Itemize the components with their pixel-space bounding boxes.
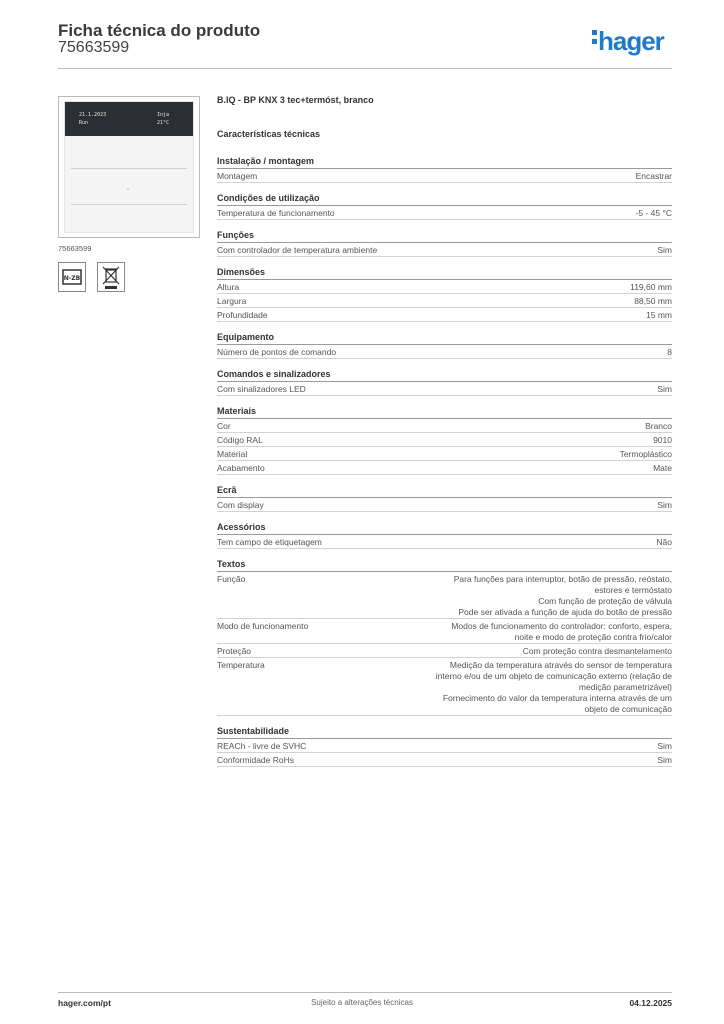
spec-label: Modo de funcionamento <box>217 621 309 631</box>
spec-value-line: 9010 <box>653 435 672 445</box>
spec-value-line: Mate <box>653 463 672 473</box>
spec-value <box>417 296 672 307</box>
spec-label: Temperatura <box>217 660 265 670</box>
spec-value-line: Sim <box>657 755 672 765</box>
spec-row <box>217 535 672 549</box>
spec-value-line: medição parametrizável) <box>578 682 672 692</box>
spec-label: Proteção <box>217 646 252 656</box>
device-led-icon <box>127 188 129 190</box>
display-text-right: Inja <box>157 112 170 118</box>
spec-label: Com controlador de temperatura ambiente <box>217 245 378 255</box>
spec-value <box>417 245 672 256</box>
display-text-left-2: Run <box>79 120 89 126</box>
spec-value-line: Não <box>656 537 672 547</box>
spec-label: REACh - livre de SVHC <box>217 741 307 751</box>
section-heading: Sustentabilidade <box>217 725 672 739</box>
section-heading: Ecrã <box>217 484 672 498</box>
spec-value <box>417 463 672 474</box>
spec-value-line: Sim <box>657 500 672 510</box>
spec-section <box>217 521 672 549</box>
spec-row <box>217 447 672 461</box>
spec-value <box>417 347 672 358</box>
spec-value <box>417 208 672 219</box>
spec-row <box>217 382 672 396</box>
spec-row <box>217 739 672 753</box>
spec-section <box>217 405 672 475</box>
hager-logo: hager <box>592 27 664 55</box>
spec-label: Profundidade <box>217 310 268 320</box>
spec-value <box>417 500 672 511</box>
spec-label: Tem campo de etiquetagem <box>217 537 322 547</box>
spec-value-line: interno e/ou de um objeto de comunicação externo (relação de <box>435 671 672 681</box>
section-heading: Funções <box>217 229 672 243</box>
spec-section <box>217 558 672 716</box>
section-heading: Textos <box>217 558 672 572</box>
spec-value-line: Com função de proteção de válvula <box>538 596 672 606</box>
spec-row <box>217 169 672 183</box>
spec-value-line: Pode ser ativada a função de ajuda do botão de pressão <box>458 607 672 617</box>
footer-divider <box>58 992 672 993</box>
spec-label: Conformidade RoHs <box>217 755 295 765</box>
spec-value-line: Com proteção contra desmantelamento <box>522 646 672 656</box>
product-name: B.IQ - BP KNX 3 tec+termóst, branco <box>217 95 374 105</box>
spec-label: Altura <box>217 282 240 292</box>
section-heading: Instalação / montagem <box>217 155 672 169</box>
spec-label: Código RAL <box>217 435 263 445</box>
spec-section <box>217 192 672 220</box>
spec-value <box>417 621 672 643</box>
section-heading: Materiais <box>217 405 672 419</box>
product-code-caption: 75663599 <box>58 244 92 253</box>
spec-label: Com display <box>217 500 264 510</box>
spec-section <box>217 484 672 512</box>
spec-value-line: Sim <box>657 245 672 255</box>
device-illustration <box>64 101 194 233</box>
spec-content <box>217 95 672 776</box>
spec-row <box>217 644 672 658</box>
spec-row <box>217 308 672 322</box>
spec-value <box>417 537 672 548</box>
section-heading: Dimensões <box>217 266 672 280</box>
footer-date: 04.12.2025 <box>629 998 672 1008</box>
spec-row <box>217 498 672 512</box>
spec-value <box>417 282 672 293</box>
header-divider <box>58 68 672 69</box>
spec-label: Cor <box>217 421 231 431</box>
spec-row <box>217 619 672 644</box>
spec-value <box>417 449 672 460</box>
spec-value-line: noite e modo de proteção contra frio/calor <box>514 632 672 642</box>
product-number: 75663599 <box>58 39 130 56</box>
spec-row <box>217 345 672 359</box>
spec-value-line: 88,50 mm <box>634 296 672 306</box>
spec-label: Acabamento <box>217 463 265 473</box>
spec-value-line: estores e termóstato <box>594 585 672 595</box>
section-heading: Equipamento <box>217 331 672 345</box>
spec-value-line: Branco <box>645 421 672 431</box>
spec-value-line: Encastrar <box>635 171 672 181</box>
spec-section <box>217 155 672 183</box>
spec-label: Temperatura de funcionamento <box>217 208 335 218</box>
spec-value-line: 119,60 mm <box>630 282 672 292</box>
logo-colon-icon <box>592 27 598 48</box>
display-text-left: 21.1.2023 <box>79 112 107 118</box>
spec-value <box>417 660 672 715</box>
knx-badge-icon <box>58 262 86 292</box>
spec-value <box>417 741 672 752</box>
spec-section <box>217 368 672 396</box>
spec-value-line: Sim <box>657 384 672 394</box>
spec-row <box>217 753 672 767</box>
section-heading: Comandos e sinalizadores <box>217 368 672 382</box>
footer-website-link[interactable]: hager.com/pt <box>58 998 111 1008</box>
spec-row <box>217 206 672 220</box>
spec-label: Largura <box>217 296 247 306</box>
spec-section <box>217 266 672 322</box>
spec-row <box>217 280 672 294</box>
spec-row <box>217 572 672 619</box>
spec-value <box>417 421 672 432</box>
product-image <box>58 96 200 238</box>
spec-label: Função <box>217 574 246 584</box>
device-button-divider <box>71 204 187 205</box>
spec-value-line: Modos de funcionamento do controlador: conforto, espera, <box>451 621 672 631</box>
spec-row <box>217 658 672 716</box>
spec-value <box>417 755 672 766</box>
spec-label: Montagem <box>217 171 258 181</box>
spec-section <box>217 725 672 767</box>
spec-section <box>217 229 672 257</box>
spec-value-line: 15 mm <box>646 310 672 320</box>
spec-label: Número de pontos de comando <box>217 347 337 357</box>
spec-value-line: -5 - 45 °C <box>635 208 672 218</box>
spec-sections <box>217 155 672 767</box>
section-heading: Condições de utilização <box>217 192 672 206</box>
spec-value-line: Medição da temperatura através do sensor de temperatura <box>449 660 672 670</box>
display-text-right-2: 21°C <box>157 120 170 126</box>
spec-section <box>217 331 672 359</box>
spec-value <box>417 171 672 182</box>
spec-value <box>417 435 672 446</box>
spec-value-line: Termoplástico <box>619 449 672 459</box>
device-display <box>65 102 193 136</box>
spec-value-line: objeto de comunicação <box>584 704 672 714</box>
spec-value-line: Sim <box>657 741 672 751</box>
spec-row <box>217 243 672 257</box>
page-title: Ficha técnica do produto <box>58 21 261 40</box>
characteristics-title: Características técnicas <box>217 129 321 139</box>
device-button-divider <box>71 168 187 169</box>
spec-value <box>417 574 672 618</box>
spec-value-line: 8 <box>667 347 672 357</box>
spec-value <box>417 310 672 321</box>
spec-value-line: Para funções para interruptor, botão de pressão, reóstato, <box>453 574 672 584</box>
weee-bin-icon <box>97 262 125 292</box>
spec-label: Material <box>217 449 248 459</box>
spec-value <box>417 384 672 395</box>
spec-row <box>217 461 672 475</box>
spec-row <box>217 419 672 433</box>
spec-value-line: Fornecimento do valor da temperatura interna através de um <box>442 693 672 703</box>
footer-disclaimer: Sujeito a alterações técnicas <box>311 998 413 1007</box>
spec-label: Com sinalizadores LED <box>217 384 306 394</box>
spec-row <box>217 294 672 308</box>
section-heading: Acessórios <box>217 521 672 535</box>
spec-value <box>417 646 672 657</box>
svg-text:N-ZB: N-ZB <box>63 275 81 282</box>
spec-row <box>217 433 672 447</box>
